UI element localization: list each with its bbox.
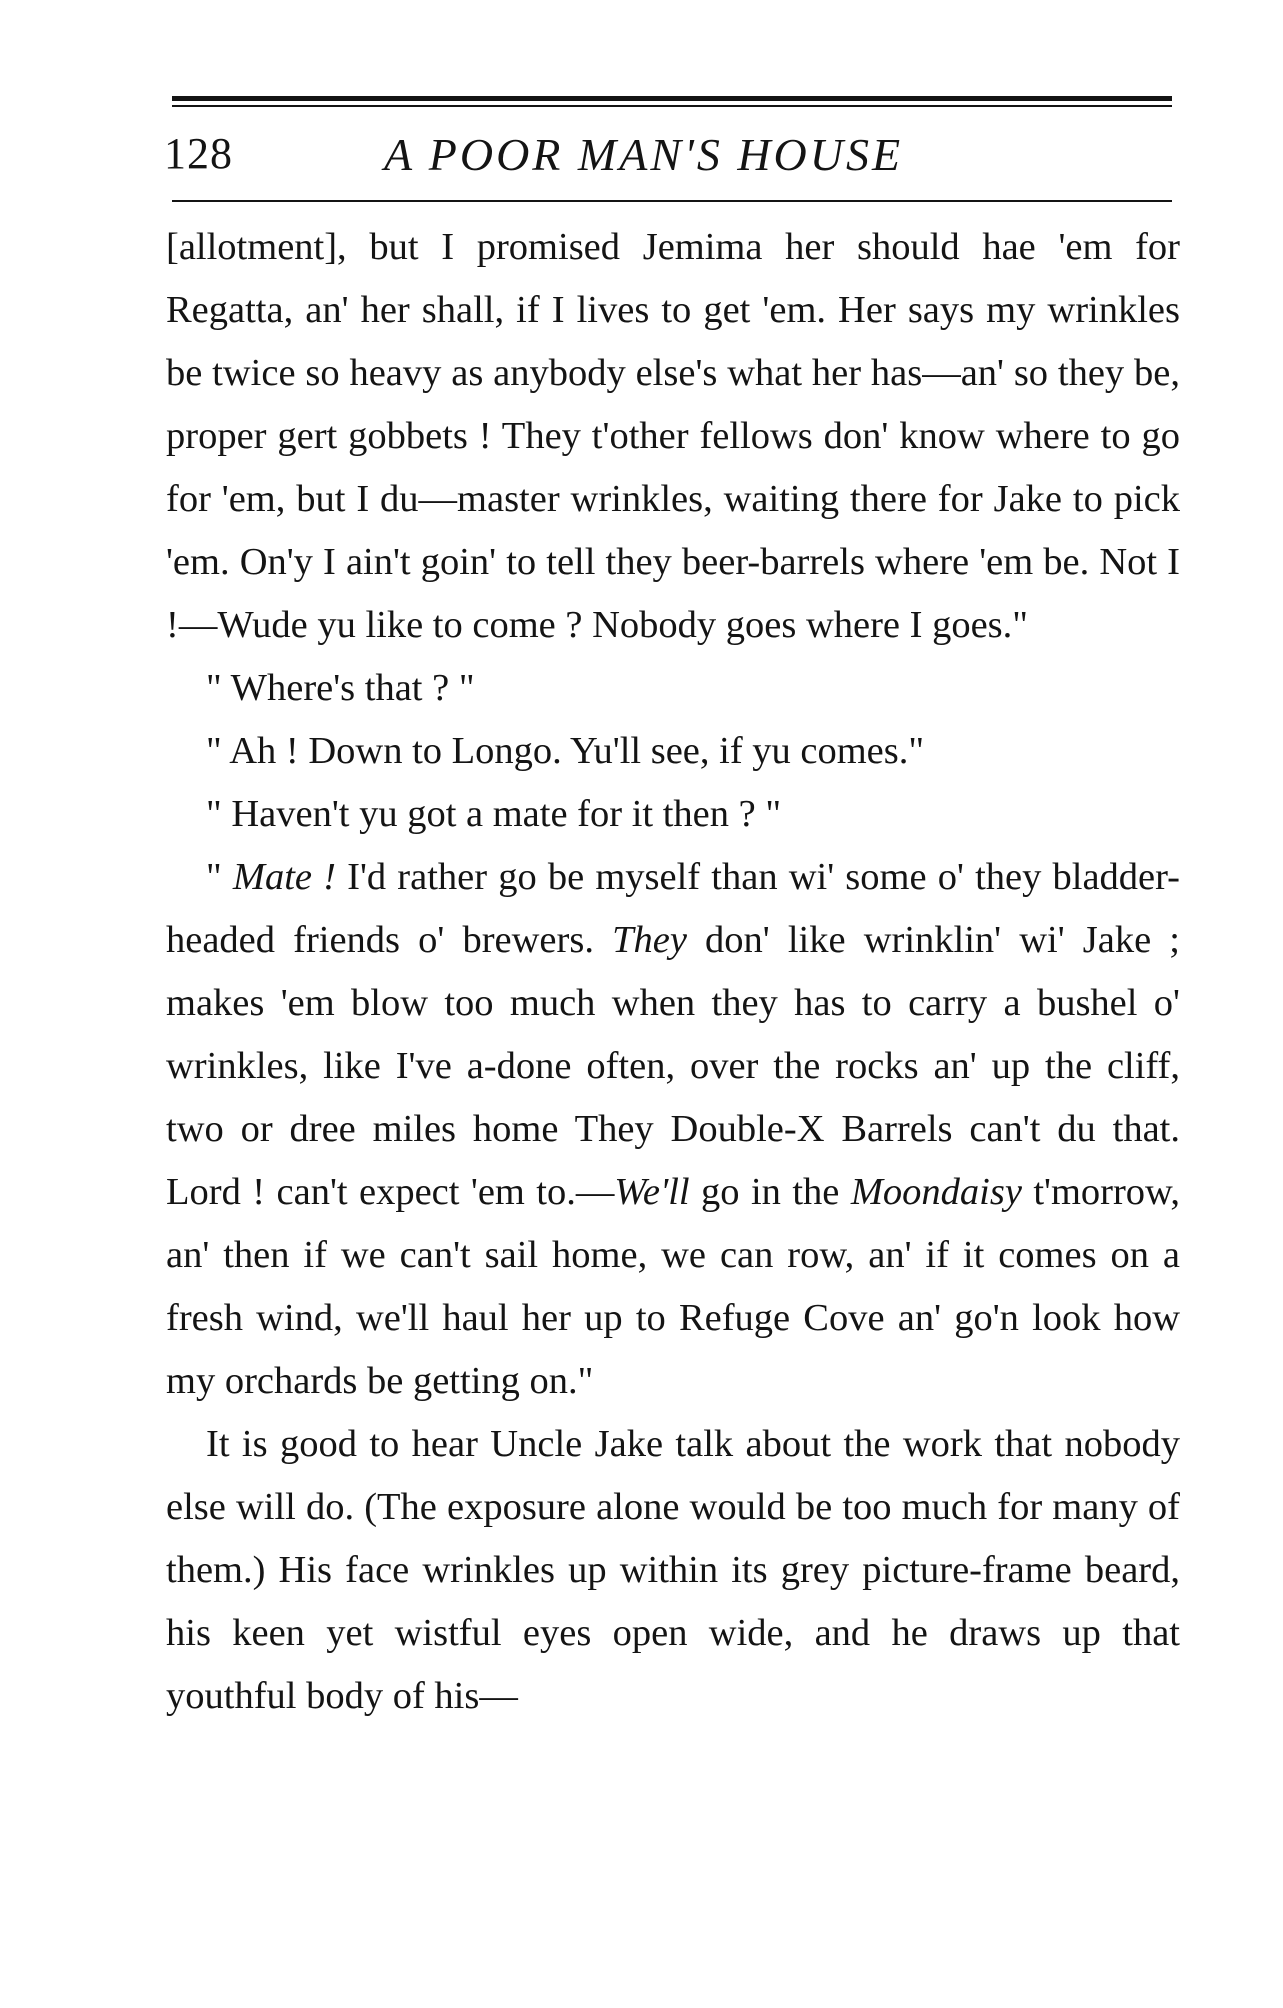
header-rule-thin — [172, 105, 1172, 107]
text-run: I'd rather go be myself than wi' some o' they bladder-headed friends o' brewers. — [166, 856, 1180, 961]
text-run: go in the — [689, 1171, 851, 1213]
paragraph-continuation: [allotment], but I promised Jemima her should hae 'em for Regatta, an' her shall, if I lives to get 'em. Her says my wrinkles be twice so heavy as anybody else's what her has—an' so they be, proper gert gobbets ! They t'other fellows don' know where to go for 'em, but I du—master wrinkles, waiting there for Jake to pick 'em. On'y I ain't goin' to tell they beer-barrels where 'em be. Not I !—Wude yu like to come ? Nobody goes where I goes." — [166, 226, 1180, 646]
dialogue-paragraph — [166, 846, 1180, 1413]
dialogue-line: " Where's that ? " — [206, 667, 475, 709]
text-run: don' like wrinklin' wi' Jake ; makes 'em blow too much when they has to carry a bushel o' wrinkles, like I've a-done often, over the rocks an' up the cliff, two or dree miles home They Double-X Barrels can't du that. Lord ! can't expect 'em to.— — [166, 919, 1180, 1213]
body-text — [166, 216, 1180, 1728]
italic-mate: Mate ! — [232, 856, 336, 898]
dialogue-line: " Haven't yu got a mate for it then ? " — [206, 793, 782, 835]
italic-they: They — [612, 919, 687, 961]
header-rule-thick — [172, 96, 1172, 101]
dialogue-line: " Ah ! Down to Longo. Yu'll see, if yu comes." — [206, 730, 925, 772]
header-underline — [172, 200, 1172, 202]
narrative-paragraph: It is good to hear Uncle Jake talk about the work that nobody else will do. (The exposure alone would be too much for many of them.) His face wrinkles up within its grey picture-frame beard, his keen yet wistful eyes open wide, and he draws up that youthful body of his— — [166, 1423, 1180, 1717]
text-run: t'morrow, an' then if we can't sail home, we can row, an' if it comes on a fresh wind, we'll haul her up to Refuge Cove an' go'n look how my orchards be getting on." — [166, 1171, 1180, 1402]
page-number: 128 — [164, 129, 233, 178]
running-title: A POOR MAN'S HOUSE — [384, 129, 904, 180]
quote-mark: " — [206, 856, 233, 898]
running-head — [164, 128, 1174, 184]
boat-name: Moondaisy — [850, 1171, 1022, 1213]
italic-well: We'll — [614, 1171, 690, 1213]
